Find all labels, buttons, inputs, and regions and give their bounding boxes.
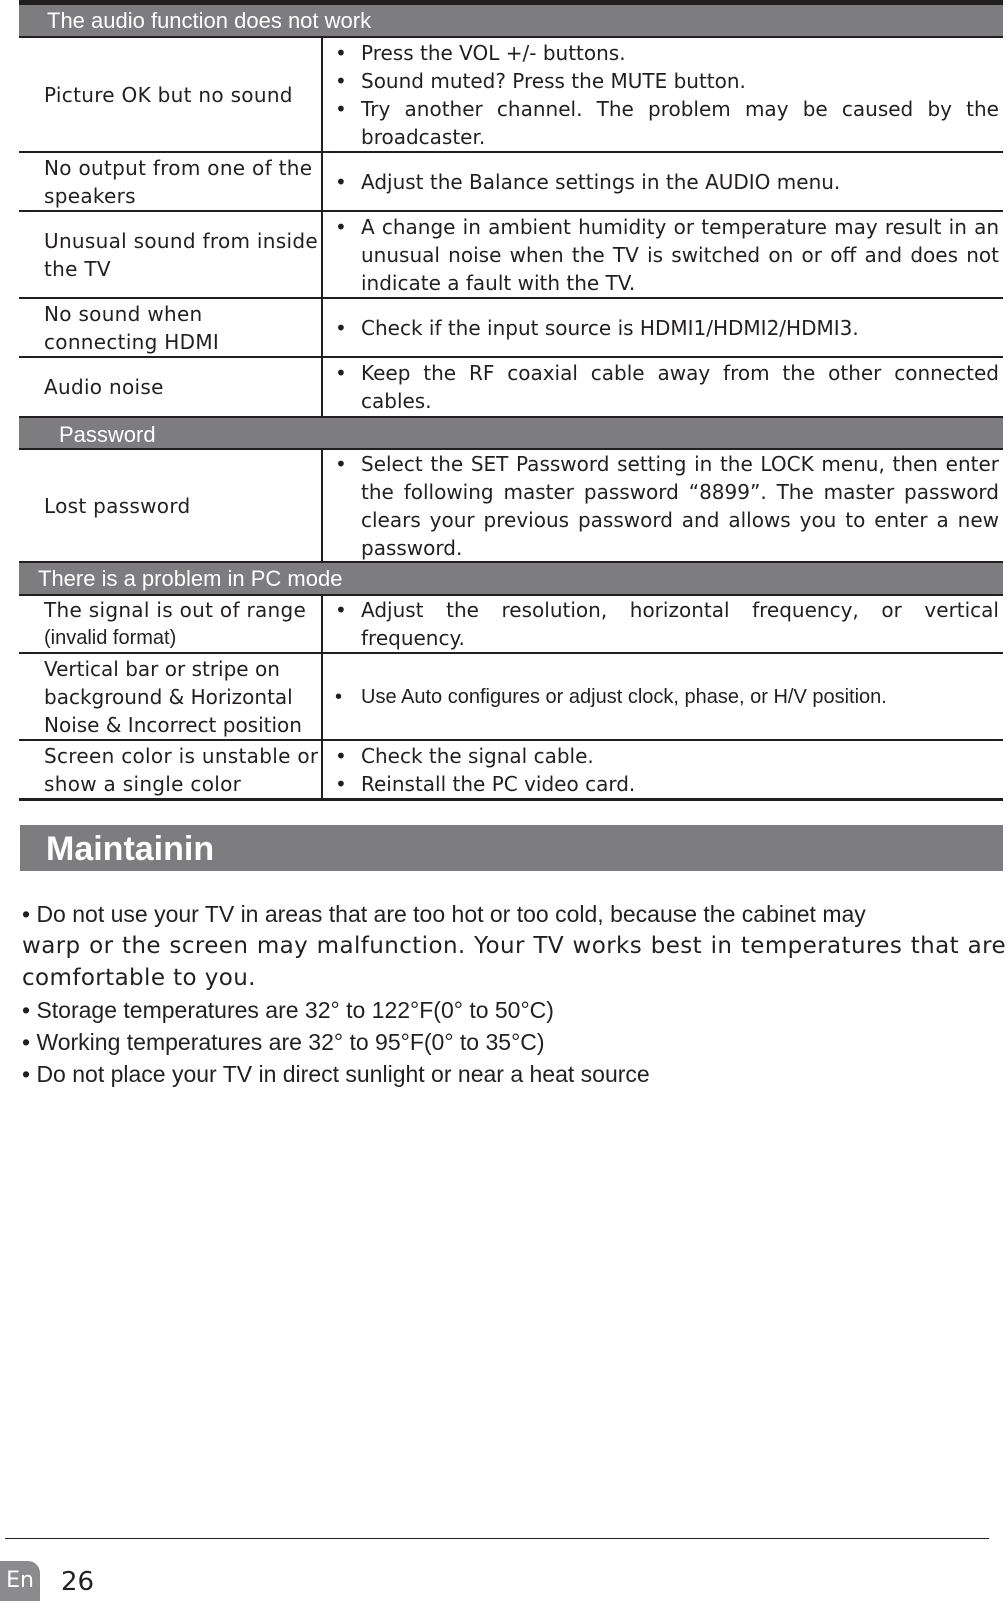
solution-cell: • A change in ambient humidity or temperature may result in an unusual noise when the TV is switched on or off and does not indicate a fault with the TV. [335,214,999,295]
problem-cell: No sound when connecting HDMI [19,299,323,356]
maintaining-heading: Maintainin [20,825,1003,871]
solution-text: Press the VOL +/- buttons. [361,40,626,65]
solution-text: A change in ambient humidity or temperature may result in an unusual noise when the TV is switched on or off and does not indicate a fault with the TV. [361,214,999,295]
solution-text: Check if the input source is HDMI1/HDMI2/HDMI3. [361,315,859,340]
solution-cell: • Use Auto configures or adjust clock, phase, or H/V position. [323,654,1003,739]
problem-cell: Vertical bar or stripe on background & Horizontal Noise & Incorrect position [19,654,323,739]
solution-text: Adjust the Balance settings in the AUDIO menu. [361,169,841,194]
solution-text: Sound muted? Press the MUTE button. [361,68,746,93]
solution-text: Adjust the resolution, horizontal frequency, or vertical frequency. [361,598,999,650]
solution-cell: • Check if the input source is HDMI1/HDMI2/HDMI3. [323,299,1003,356]
problem-cell: Picture OK but no sound [19,38,323,151]
problem-cell: Lost password [19,450,323,561]
table-row [19,596,1003,654]
page-number: 26 [61,1567,95,1597]
solution-text: Check the signal cable. [361,743,594,768]
table-row [19,299,1003,358]
solution-cell: • Keep the RF coaxial cable away from the other connected cables. [335,361,999,413]
solution-cell: • Adjust the Balance settings in the AUDIO menu. [323,153,1003,210]
section-header-pc: There is a problem in PC mode [19,563,1003,596]
maintaining-item: warp or the screen may malfunction. Your TV works best in temperatures that are comfortable to you. [22,933,1006,991]
problem-text: (invalid format) [44,627,177,649]
section-header-password: Password [19,416,1003,450]
problem-text: The signal is out of range [44,598,307,622]
solution-cell: • Select the SET Password setting in the LOCK menu, then enter the following master password “8899”. The master password clears your previous password and allows you to enter a new password. [335,451,999,560]
solution-cell: • Check the signal cable. • Reinstall the PC video card. [323,741,1003,798]
table-row [19,153,1003,212]
solution-cell: • Press the VOL +/- buttons. • Sound muted? Press the MUTE button. • Try another channel. The problem may be caused by the broadcaster. [335,40,999,149]
maintaining-item: • Storage temperatures are 32° to 122°F(0° to 50°C) [22,997,554,1023]
troubleshooting-table [19,5,1003,801]
problem-cell: Audio noise [19,358,323,416]
solution-text: Select the SET Password setting in the LOCK menu, then enter the following master password “8899”. The master password clears your previous password and allows you to enter a new password. [361,451,999,560]
problem-cell: Screen color is unstable or show a single color [19,741,323,798]
table-row [19,450,1003,563]
problem-cell: Unusual sound from inside the TV [19,212,323,297]
language-tab: En [0,1561,40,1601]
problem-cell: No output from one of the speakers [19,153,323,210]
maintaining-item: • Do not use your TV in areas that are too hot or too cold, because the cabinet may [22,901,866,927]
solution-text: Keep the RF coaxial cable away from the other connected cables. [361,361,999,413]
section-header-audio: The audio function does not work [19,5,1003,38]
maintaining-item: • Working temperatures are 32° to 95°F(0° to 35°C) [22,1029,545,1055]
solution-text: Use Auto configures or adjust clock, phase, or H/V position. [361,685,887,708]
solution-cell: • Adjust the resolution, horizontal frequency, or vertical frequency. [335,598,999,650]
maintaining-item: • Do not place your TV in direct sunlight or near a heat source [22,1061,650,1087]
maintaining-text [22,898,1006,1090]
table-row [19,38,1003,153]
table-row [19,741,1003,801]
solution-text: Try another channel. The problem may be caused by the broadcaster. [361,96,999,149]
footer-rule [5,1538,989,1539]
solution-text: Reinstall the PC video card. [361,771,636,796]
table-row [19,654,1003,741]
problem-cell [19,596,323,652]
table-row [19,358,1003,416]
table-row [19,212,1003,299]
